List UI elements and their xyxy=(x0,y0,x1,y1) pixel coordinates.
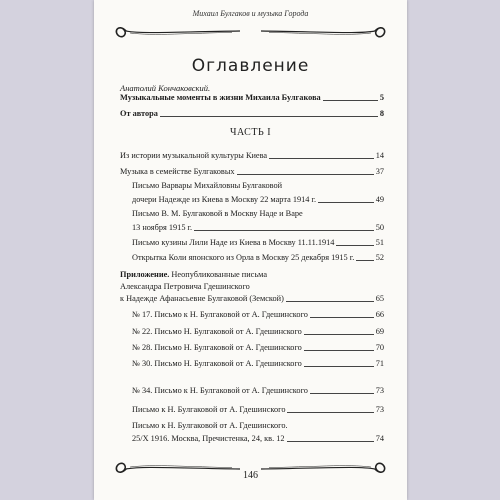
toc-entry-page: 71 xyxy=(375,359,384,368)
toc-entry xyxy=(132,223,384,233)
toc-entry-page: 66 xyxy=(375,310,384,319)
toc-entry-page: 65 xyxy=(375,294,384,303)
toc-entry-text: дочери Надежде из Киева в Москву 22 марта 1914 г. xyxy=(132,195,317,204)
toc-entry xyxy=(132,327,384,337)
toc-entry xyxy=(132,343,384,353)
toc-entry-text: № 17. Письмо к Н. Булгаковой от А. Гдешинского xyxy=(132,310,308,319)
toc-entry xyxy=(120,109,384,119)
toc-entry-text: 25/X 1916. Москва, Пречистенка, 24, кв. 12 xyxy=(132,434,285,443)
toc-entry-text: № 22. Письмо Н. Булгаковой от А. Гдешинского xyxy=(132,327,302,336)
toc-entry xyxy=(132,386,384,396)
toc-entry-text: От автора xyxy=(120,109,158,118)
top-right-flourish-icon xyxy=(259,20,389,42)
appendix-heading xyxy=(120,270,267,280)
toc-entry-text: Письмо Варвары Михайловны Булгаковой xyxy=(132,181,283,190)
appendix-label: Приложение. xyxy=(120,270,170,279)
toc-entry xyxy=(132,310,384,320)
toc-entry-page: 70 xyxy=(375,343,384,352)
toc-entry-text: № 30. Письмо Н. Булгаковой от А. Гдешинского xyxy=(132,359,302,368)
toc-entry-page: 49 xyxy=(375,195,384,204)
toc-entry-page: 69 xyxy=(375,327,384,336)
toc-entry-text: Из истории музыкальной культуры Киева xyxy=(120,151,268,160)
toc-entry-text: Письмо к Н. Булгаковой от А. Гдешинского. xyxy=(132,421,288,430)
toc-entry-text: Музыкальные моменты в жизни Михаила Булгакова xyxy=(120,93,321,102)
toc-entry-page: 8 xyxy=(379,109,384,118)
toc-entry-text: № 34. Письмо к Н. Булгаковой от А. Гдешинского xyxy=(132,386,308,395)
toc-entry xyxy=(132,359,384,369)
toc-entry-text: к Надежде Афанасьевне Булгаковой (Земской) xyxy=(120,294,284,303)
book-page xyxy=(94,0,407,500)
top-left-flourish-icon xyxy=(112,20,242,42)
toc-entry xyxy=(120,167,384,177)
toc-entry-text: Письмо кузины Лили Наде из Киева в Москву 11.11.1914 xyxy=(132,238,335,247)
toc-entry-text: Открытка Коли японского из Орла в Москву 25 декабря 1915 г. xyxy=(132,253,355,262)
toc-entry-page: 51 xyxy=(375,238,384,247)
page-number: 146 xyxy=(243,470,258,481)
toc-entry xyxy=(132,434,384,444)
toc-entry-page: 50 xyxy=(375,223,384,232)
toc-title: Оглавление xyxy=(191,56,310,76)
toc-entry-page: 37 xyxy=(375,167,384,176)
toc-entry-page: 14 xyxy=(375,151,384,160)
part-title: ЧАСТЬ I xyxy=(229,127,272,138)
toc-entry xyxy=(120,294,384,304)
author-name: Анатолий Кончаковский. xyxy=(120,83,211,93)
toc-entry-page: 73 xyxy=(375,386,384,395)
running-head: Михаил Булгаков и музыка Города xyxy=(192,9,309,18)
toc-entry xyxy=(132,195,384,205)
toc-entry xyxy=(120,151,384,161)
appendix-text: Александра Петровича Гдешинского xyxy=(120,282,250,291)
toc-entry-page: 5 xyxy=(379,93,384,102)
appendix-text: Неопубликованные письма xyxy=(169,270,268,279)
toc-entry-page: 74 xyxy=(375,434,384,443)
toc-entry-page: 52 xyxy=(375,253,384,262)
toc-entry-text: № 28. Письмо Н. Булгаковой от А. Гдешинского xyxy=(132,343,302,352)
toc-entry-page: 73 xyxy=(375,405,384,414)
toc-entry xyxy=(132,405,384,415)
toc-entry-text: Письмо к Н. Булгаковой от А. Гдешинского xyxy=(132,405,286,414)
toc-entry-text: Музыка в семействе Булгаковых xyxy=(120,167,235,176)
toc-entry-text: 13 ноября 1915 г. xyxy=(132,223,193,232)
toc-entry xyxy=(132,238,384,248)
toc-entry-text: Письмо В. М. Булгаковой в Москву Наде и Варе xyxy=(132,209,303,218)
toc-entry xyxy=(120,93,384,103)
toc-entry xyxy=(132,253,384,263)
